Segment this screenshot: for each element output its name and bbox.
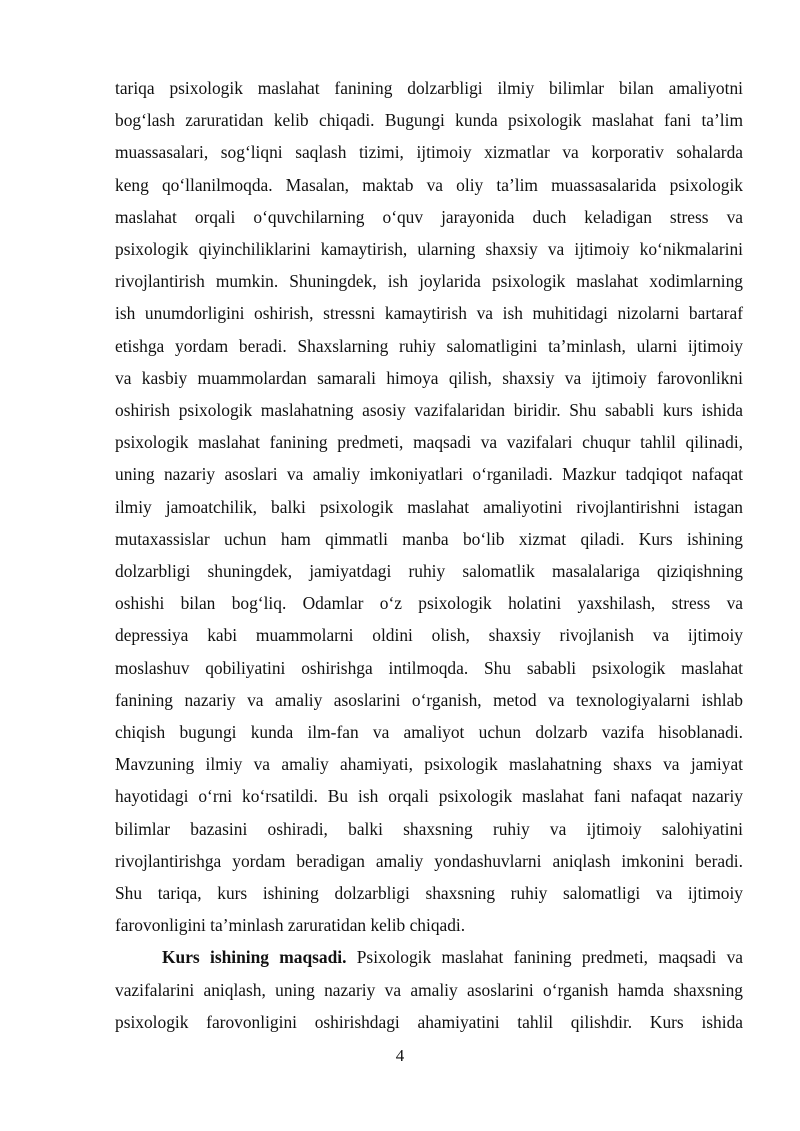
text-line: uning nazariy asoslari va amaliy imkoniyatlari o‘rganiladi. Mazkur tadqiqot nafaqat	[115, 464, 743, 485]
text-line: depressiya kabi muammolarni oldini olish, shaxsiy rivojlanish va ijtimoiy	[115, 625, 743, 646]
text-line: oshishi bilan bog‘liq. Odamlar o‘z psixologik holatini yaxshilash, stress va	[115, 593, 743, 614]
text-line: psixologik qiyinchiliklarini kamaytirish, ularning shaxsiy va ijtimoiy ko‘nikmalarini	[115, 239, 743, 260]
text-line: psixologik maslahat fanining predmeti, maqsadi va vazifalari chuqur tahlil qilinadi,	[115, 432, 743, 453]
text-line: mutaxassislar uchun ham qimmatli manba bo‘lib xizmat qiladi. Kurs ishining	[115, 528, 743, 549]
text-line: rivojlantirish mumkin. Shuningdek, ish joylarida psixologik maslahat xodimlarning	[115, 271, 743, 292]
document-page	[115, 72, 743, 1038]
text-line: maslahat orqali o‘quvchilarning o‘quv jarayonida duch keladigan stress va	[115, 206, 743, 227]
text-run: Psixologik maslahat fanining predmeti, maqsadi va	[346, 947, 743, 968]
section-heading: Kurs ishining maqsadi.	[162, 947, 347, 968]
text-line: etishga yordam beradi. Shaxslarning ruhiy salomatligini ta’minlash, ularni ijtimoiy	[115, 335, 743, 356]
text-line: ish unumdorligini oshirish, stressni kamaytirish va ish muhitidagi nizolarni bartaraf	[115, 303, 743, 324]
text-line: vazifalarini aniqlash, uning nazariy va amaliy asoslarini o‘rganish hamda shaxsning	[115, 979, 743, 1000]
text-line: fanining nazariy va amaliy asoslarini o‘rganish, metod va texnologiyalarni ishlab	[115, 689, 743, 710]
text-line: va kasbiy muammolardan samarali himoya qilish, shaxsiy va ijtimoiy farovonlikni	[115, 367, 743, 388]
body-paragraph-relevance	[115, 72, 743, 941]
text-line-first	[115, 941, 743, 973]
body-paragraph-goal	[115, 941, 743, 1038]
text-line: rivojlantirishga yordam beradigan amaliy yondashuvlarni aniqlash imkonini beradi.	[115, 850, 743, 871]
text-line: psixologik farovonligini oshirishdagi ahamiyatini tahlil qilishdir. Kurs ishida	[115, 1011, 743, 1032]
text-line: dolzarbligi shuningdek, jamiyatdagi ruhiy salomatlik masalalariga qiziqishning	[115, 561, 743, 582]
text-line: hayotidagi o‘rni ko‘rsatildi. Bu ish orqali psixologik maslahat fani nafaqat nazariy	[115, 786, 743, 807]
text-line: muassasalari, sog‘liqni saqlash tizimi, ijtimoiy xizmatlar va korporativ sohalarda	[115, 142, 743, 163]
text-line: bilimlar bazasini oshiradi, balki shaxsning ruhiy va ijtimoiy salohiyatini	[115, 818, 743, 839]
text-line: ilmiy jamoatchilik, balki psixologik maslahat amaliyotini rivojlantirishni istagan	[115, 496, 743, 517]
text-line: Shu tariqa, kurs ishining dolzarbligi shaxsning ruhiy salomatligi va ijtimoiy	[115, 883, 743, 904]
text-line: keng qo‘llanilmoqda. Masalan, maktab va oliy ta’lim muassasalarida psixologik	[115, 174, 743, 195]
text-line: chiqish bugungi kunda ilm-fan va amaliyot uchun dolzarb vazifa hisoblanadi.	[115, 722, 743, 743]
text-line: bog‘lash zaruratidan kelib chiqadi. Bugungi kunda psixologik maslahat fani ta’lim	[115, 110, 743, 131]
text-line: tariqa psixologik maslahat fanining dolzarbligi ilmiy bilimlar bilan amaliyotni	[115, 78, 743, 98]
text-line: farovonligini ta’minlash zaruratidan kelib chiqadi.	[115, 915, 466, 936]
text-line: Mavzuning ilmiy va amaliy ahamiyati, psixologik maslahatning shaxs va jamiyat	[115, 754, 743, 775]
text-line: moslashuv qobiliyatini oshirishga intilmoqda. Shu sababli psixologik maslahat	[115, 657, 743, 678]
page-number: 4	[395, 1046, 405, 1065]
text-line: oshirish psixologik maslahatning asosiy vazifalaridan biridir. Shu sababli kurs ishida	[115, 400, 743, 421]
